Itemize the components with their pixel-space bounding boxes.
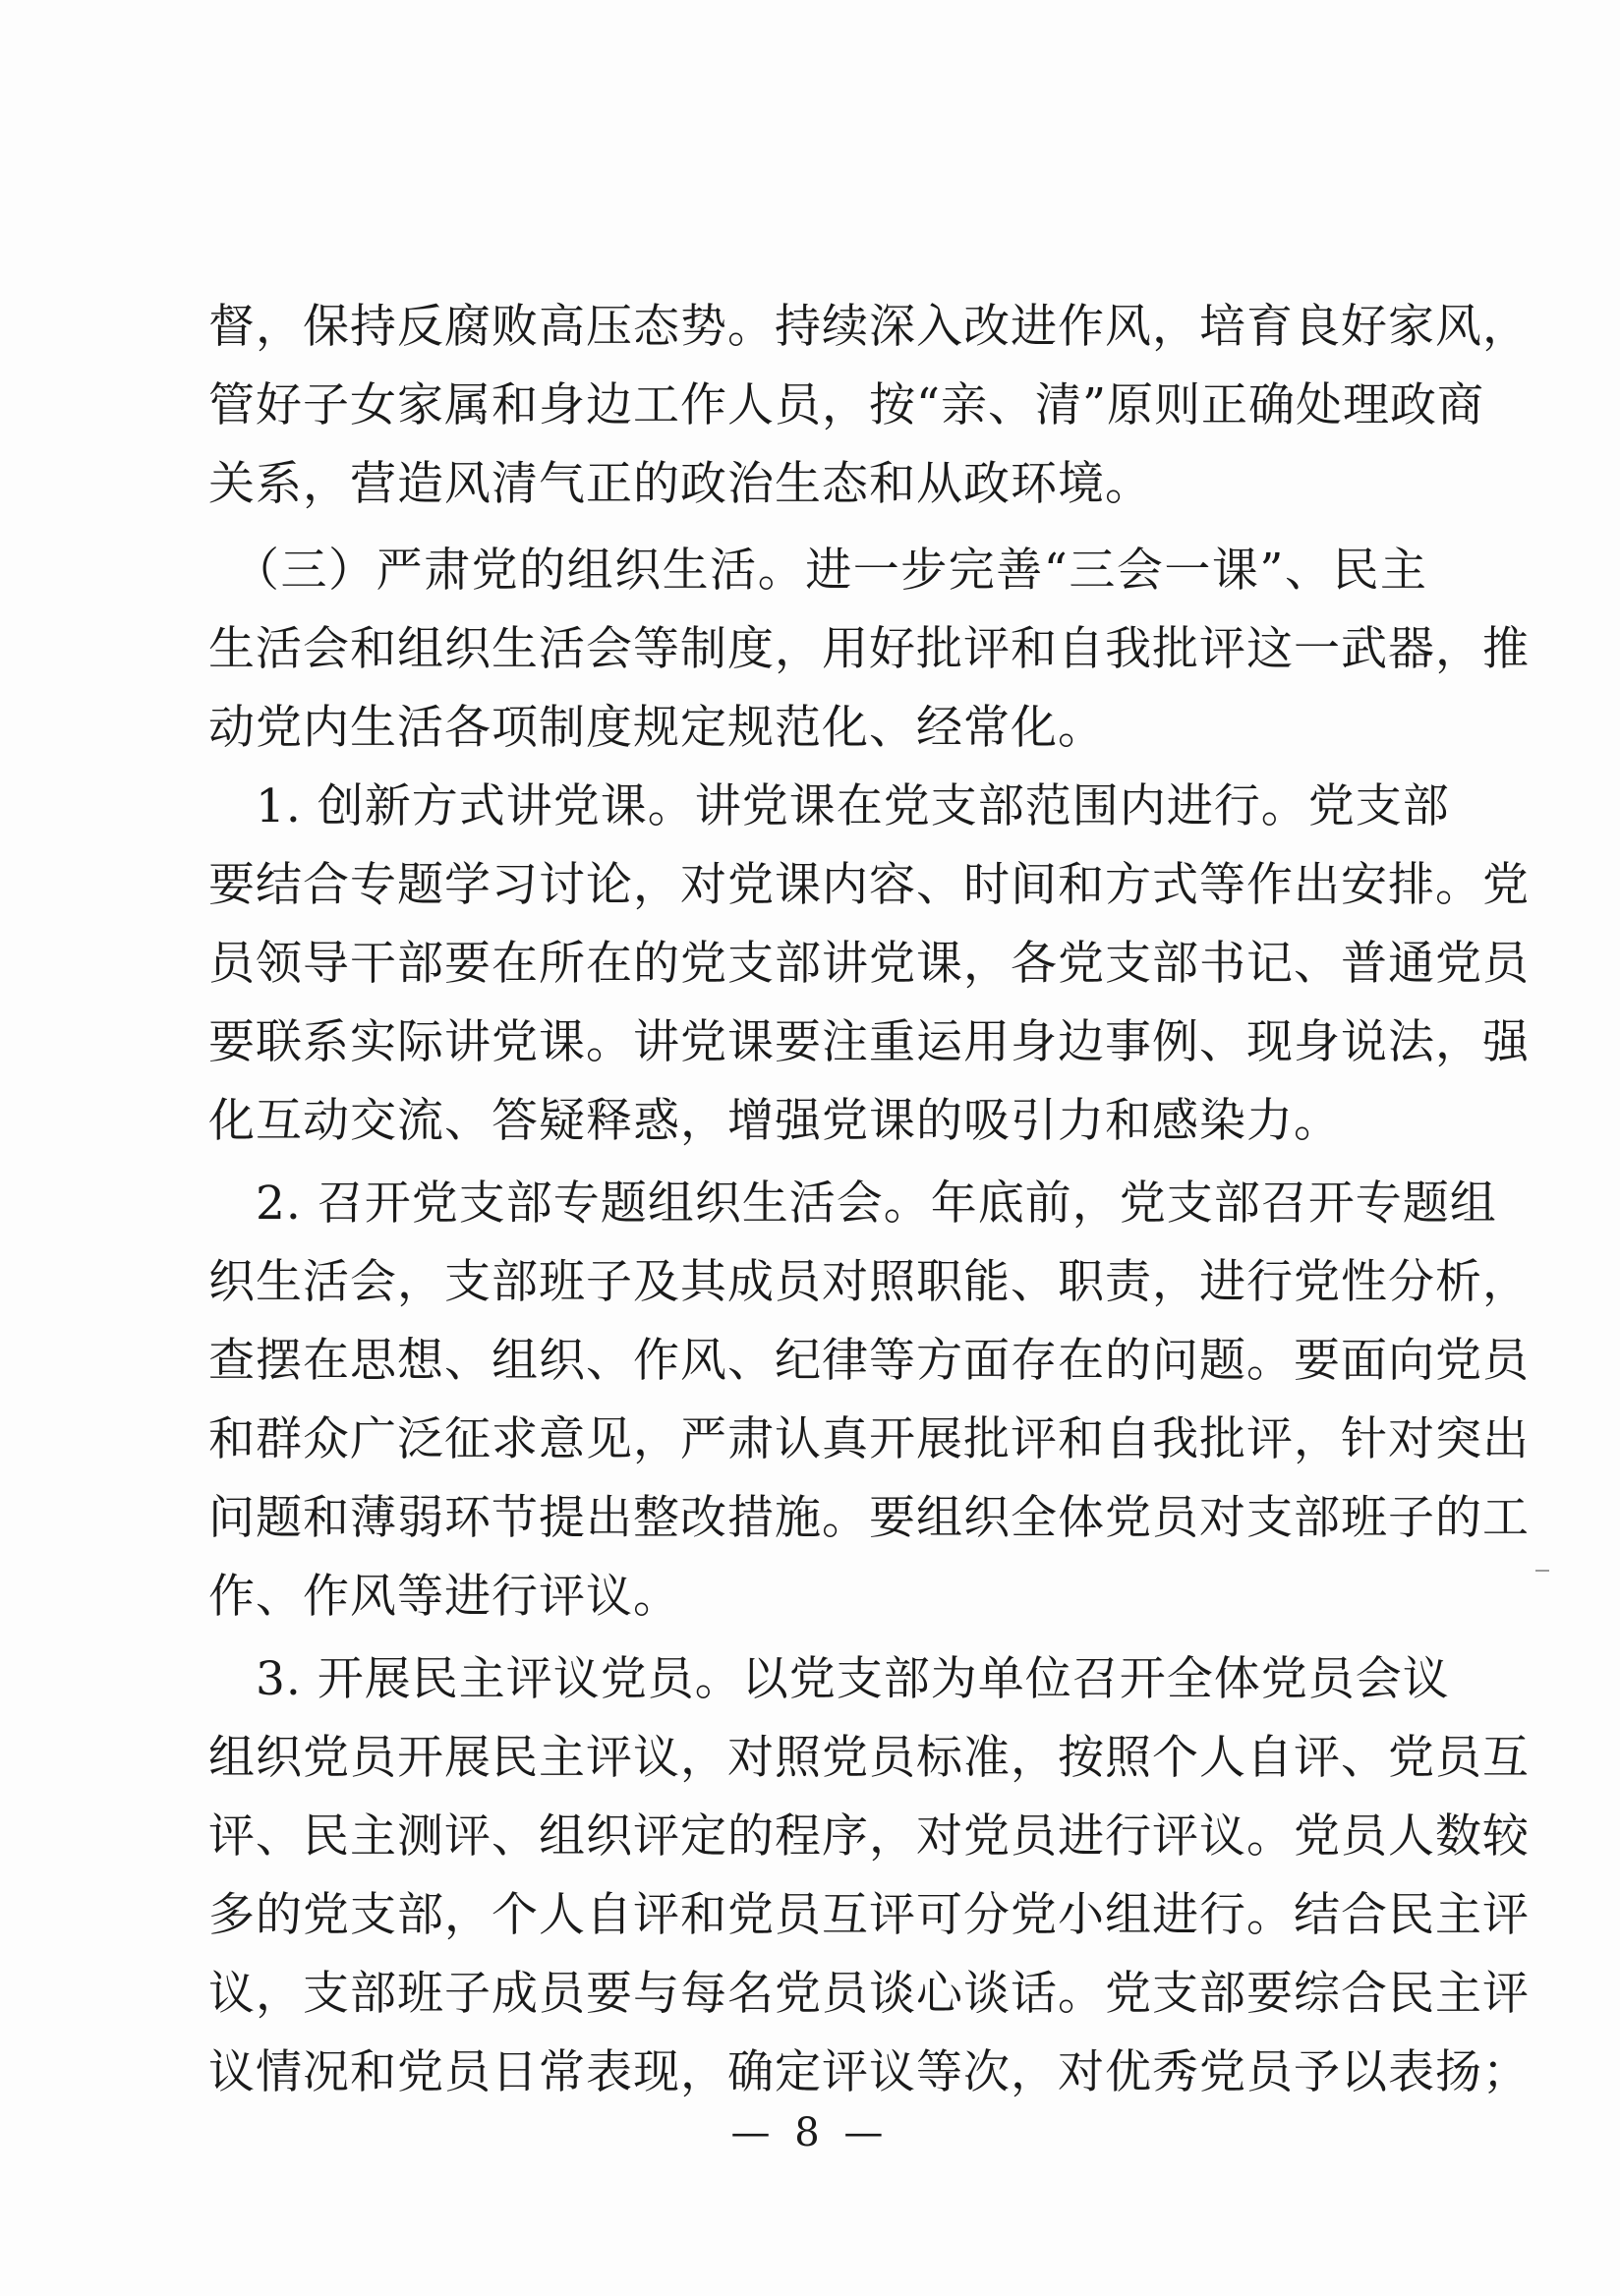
text-line-6: 动党内生活各项制度规定规范化、经常化。	[208, 701, 1105, 755]
text-line-9: 员领导干部要在所在的党支部讲党课，各党支部书记、普通党员	[208, 937, 1530, 991]
text-line-1: 督，保持反腐败高压态势。持续深入改进作风，培育良好家风，	[208, 300, 1530, 354]
text-line-14: 查摆在思想、组织、作风、纪律等方面存在的问题。要面向党员	[208, 1334, 1530, 1388]
text-line-20: 评、民主测评、组织评定的程序，对党员进行评议。党员人数较	[208, 1809, 1530, 1864]
page-number: — 8 —	[730, 2110, 890, 2155]
text-line-5: 生活会和组织生活会等制度，用好批评和自我批评这一武器，推	[208, 622, 1530, 676]
text-line-18: 3. 开展民主评议党员。以党支部为单位召开全体党员会议	[208, 1652, 1450, 1706]
text-line-17: 作、作风等进行评议。	[208, 1570, 680, 1624]
text-line-12: 2. 召开党支部专题组织生活会。年底前，党支部召开专题组	[208, 1177, 1497, 1231]
text-line-15: 和群众广泛征求意见，严肃认真开展批评和自我批评，针对突出	[208, 1412, 1530, 1466]
text-line-19: 组织党员开展民主评议，对照党员标准，按照个人自评、党员互	[208, 1731, 1530, 1785]
text-line-10: 要联系实际讲党课。讲党课要注重运用身边事例、现身说法，强	[208, 1015, 1530, 1069]
scan-speck	[1535, 1570, 1549, 1572]
text-line-3: 关系，营造风清气正的政治生态和从政环境。	[208, 457, 1152, 511]
text-line-16: 问题和薄弱环节提出整改措施。要组织全体党员对支部班子的工	[208, 1491, 1530, 1545]
text-line-22: 议，支部班子成员要与每名党员谈心谈话。党支部要综合民主评	[208, 1967, 1530, 2021]
text-line-21: 多的党支部，个人自评和党员互评可分党小组进行。结合民主评	[208, 1888, 1530, 1942]
text-line-23: 议情况和党员日常表现，确定评议等次，对优秀党员予以表扬；	[208, 2045, 1530, 2099]
text-line-8: 要结合专题学习讨论，对党课内容、时间和方式等作出安排。党	[208, 858, 1530, 912]
text-line-2: 管好子女家属和身边工作人员，按“亲、清”原则正确处理政商	[208, 378, 1485, 432]
text-line-11: 化互动交流、答疑释惑，增强党课的吸引力和感染力。	[208, 1094, 1341, 1148]
text-line-7: 1. 创新方式讲党课。讲党课在党支部范围内进行。党支部	[208, 779, 1450, 833]
text-line-4: （三）严肃党的组织生活。进一步完善“三会一课”、民主	[208, 544, 1427, 598]
text-line-13: 织生活会，支部班子及其成员对照职能、职责，进行党性分析，	[208, 1255, 1530, 1309]
